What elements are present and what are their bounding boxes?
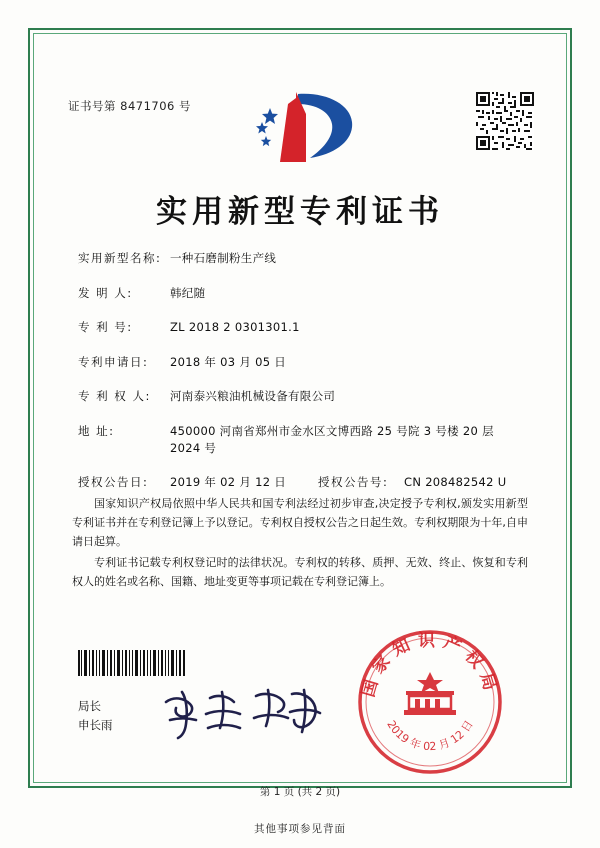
page-title: 实用新型专利证书	[156, 194, 444, 230]
field-value-announcement-number: CN 208482542 U	[404, 475, 507, 489]
field-row-address	[78, 423, 528, 457]
field-label-announcement-number: 授权公告号:	[318, 475, 389, 489]
field-label-inventor: 发 明 人:	[78, 285, 133, 300]
field-value-application-date: 2018 年 03 月 05 日	[170, 354, 287, 369]
legal-paragraph-2: 专利证书记载专利权登记时的法律状况。专利权的转移、质押、无效、终止、恢复和专利权人的姓名或名称、国籍、地址变更等事项记载在专利登记簿上。	[72, 556, 528, 588]
legal-paragraph-1: 国家知识产权局依照中华人民共和国专利法经过初步审查,决定授予专利权,颁发实用新型专利证书并在专利登记簿上予以登记。专利权自授权公告之日起生效。专利权期限为十年,自申请日起算。	[72, 497, 528, 548]
border-corner-top-left	[28, 28, 42, 42]
field-row-application-date	[78, 354, 528, 371]
barcode	[78, 650, 186, 676]
border-corner-top-right	[558, 28, 572, 42]
field-value-name: 一种石磨制粉生产线	[170, 251, 277, 265]
qr-code	[476, 92, 534, 150]
field-value-inventor: 韩纪随	[170, 285, 206, 300]
official-seal	[352, 624, 508, 780]
field-row-inventor	[78, 285, 528, 302]
field-value-announcement-date: 2019 年 02 月 12 日	[170, 475, 287, 489]
certificate-number: 证书号第 8471706 号	[68, 99, 192, 113]
announcement-date-group	[78, 474, 318, 491]
field-row-patent-number	[78, 319, 528, 336]
certificate-fields	[78, 250, 528, 509]
director-title-line1: 局长	[78, 699, 101, 713]
svg-text:国家知识产权局: 国家知识产权局	[358, 631, 502, 700]
page-indicator: 第 1 页 (共 2 页)	[259, 786, 341, 798]
field-label-name: 实用新型名称:	[78, 251, 162, 265]
patent-office-logo-icon	[240, 88, 360, 166]
field-label-patent-number: 专 利 号:	[78, 320, 133, 334]
director-signature	[158, 684, 328, 744]
field-label-address: 地 址:	[78, 423, 115, 438]
svg-text:2019 年 02 月 12 日: 2019 年 02 月 12 日	[384, 718, 476, 754]
field-row-patentee	[78, 388, 528, 405]
director-title	[78, 697, 113, 735]
footer-note: 其他事项参见背面	[254, 823, 346, 835]
field-label-patentee: 专 利 权 人:	[78, 389, 151, 403]
field-value-patentee: 河南泰兴粮油机械设备有限公司	[170, 389, 336, 403]
field-label-announcement-date: 授权公告日:	[78, 475, 149, 489]
field-row-announcement	[78, 474, 528, 491]
director-title-line2: 申长雨	[78, 718, 113, 732]
field-value-address: 450000 河南省郑州市金水区文博西路 25 号院 3 号楼 20 层 2024 号	[170, 423, 494, 455]
legal-text	[72, 494, 528, 593]
field-label-application-date: 专利申请日:	[78, 354, 149, 369]
announcement-number-group	[318, 474, 506, 491]
field-row-name	[78, 250, 528, 267]
field-value-patent-number: ZL 2018 2 0301301.1	[170, 320, 300, 334]
